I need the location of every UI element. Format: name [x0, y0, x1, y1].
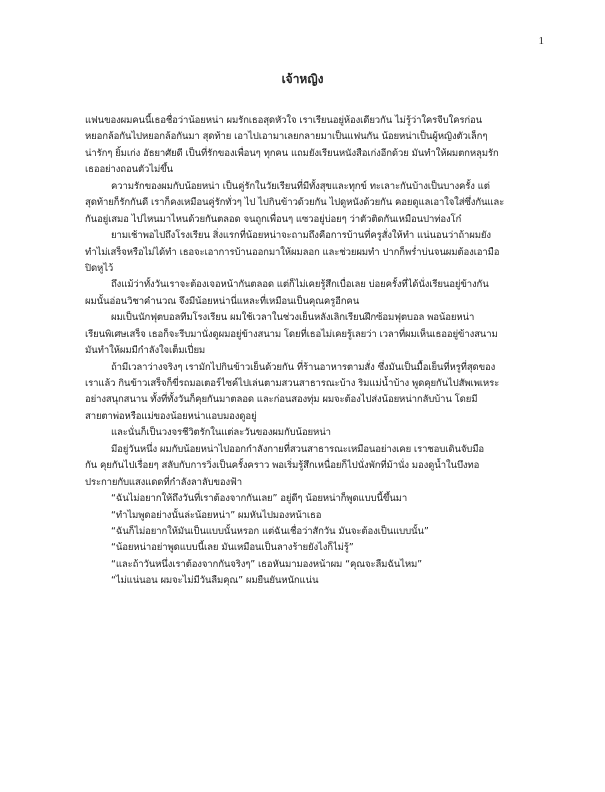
text-line: ถึงแม้ว่าทั้งวันเราจะต้องเจอหน้ากันตลอด แต่ก็ไม่เคยรู้สึกเบื่อเลย บ่อยครั้งที่ได้นั่งเรียนอยู่ข้างกัน	[111, 279, 489, 291]
text-line: น่ารักๆ ยิ้มเก่ง อัธยาศัยดี เป็นที่รักของเพื่อนๆ ทุกคน แถมยังเรียนหนังสือเก่งอีกด้วย มันทำให้ผมตกหลุมรัก	[85, 147, 499, 159]
text-line: และนั่นก็เป็นวงจรชีวิตรักในแต่ละวันของผมกับน้อยหน่า	[111, 427, 331, 439]
text-line: หยอกล้อกันไปหยอกล้อกันมา สุดท้าย เอาไปเอามาเลยกลายมาเป็นแฟนกัน น้อยหน่าเป็นผู้หญิงตัวเล็กๆ	[85, 131, 488, 143]
text-line: มันทำให้ผมมีกำลังใจเต็มเปี่ยม	[85, 345, 206, 357]
text-line: ผมเป็นนักฟุตบอลทีมโรงเรียน ผมใช้เวลาในช่วงเย็นหลังเลิกเรียนฝึกซ้อมฟุตบอล พอน้อยหน่า	[111, 312, 475, 324]
text-line: เราแล้ว กินข้าวเสร็จก็ขี่รถมอเตอร์ไซค์ไปเล่นตามสวนสาธารณะบ้าง ริมแม่น้ำบ้าง พูดคุยกันไปสัพเพเหระ	[85, 378, 500, 389]
text-line: แฟนของผมคนนี้เธอชื่อว่าน้อยหน่า ผมรักเธอสุดหัวใจ เราเรียนอยู่ห้องเดียวกัน ไม่รู้ว่าใครจีบใครก่อน	[85, 115, 483, 126]
text-line: ประกายกับแสงแดดที่กำลังลาลับของฟ้า	[85, 476, 242, 488]
text-line: “ฉันก็ไม่อยากให้มันเป็นแบบนั้นหรอก แต่ฉันเชื่อว่าสักวัน มันจะต้องเป็นแบบนั้น”	[111, 525, 429, 537]
text-line: ยามเช้าพอไปถึงโรงเรียน สิ่งแรกที่น้อยหน่าจะถามถึงคือการบ้านที่ครูสั่งให้ทำ แน่นอนว่าถ้าผมยัง	[111, 230, 491, 242]
text-line: ผมนั้นอ่อนวิชาคำนวณ จึงมีน้อยหน่านี่แหละที่เหมือนเป็นคุณครูอีกคน	[85, 295, 360, 307]
page-number: 1	[538, 35, 544, 47]
text-line: “น้อยหน่าอย่าพูดแบบนี้เลย มันเหมือนเป็นลางร้ายยังไงก็ไม่รู้”	[111, 542, 354, 554]
text-line: “ไม่แน่นอน ผมจะไม่มีวันลืมคุณ” ผมยืนยันหนักแน่น	[111, 575, 319, 587]
text-line: เธออย่างถอนตัวไม่ขึ้น	[85, 164, 173, 176]
text-line: สุดท้ายก็รักกันดี เราก็คงเหมือนคู่รักทั่วๆ ไป ไปกินข้าวด้วยกัน ไปดูหนังด้วยกัน คอยดูแลเอาใจใส่ซึ่งกันและ	[85, 197, 505, 209]
text-line: “ฉันไม่อยากให้ถึงวันที่เราต้องจากกันเลย” อยู่ดีๆ น้อยหน่าก็พูดแบบนี้ขึ้นมา	[111, 493, 408, 505]
document-body	[85, 113, 545, 590]
text-line: กัน คุยกันไปเรื่อยๆ สลับกับการวิ่งเป็นครั้งคราว พอเริ่มรู้สึกเหนื่อยก็ไปนั่งพักที่ม้านั่ง มองดูน้ำในบึงทอ	[85, 460, 480, 472]
text-line: เรียนพิเศษเสร็จ เธอก็จะรีบมานั่งดูผมอยู่ข้างสนาม โดยที่เธอไม่เคยรู้เลยว่า เวลาที่ผมเห็นเธออยู่ข้างสนาม	[85, 328, 498, 340]
text-line: มีอยู่วันหนึ่ง ผมกับน้อยหน่าไปออกกำลังกายที่สวนสาธารณะเหมือนอย่างเคย เราชอบเดินจับมือ	[111, 443, 485, 455]
text-line: สายตาพ่อหรือแม่ของน้อยหน่าแอบมองดูอยู่	[85, 410, 257, 422]
text-line: “และถ้าวันหนึ่งเราต้องจากกันจริงๆ” เธอหันมามองหน้าผม “คุณจะลืมฉันไหม”	[111, 558, 422, 570]
text-line: อย่างสนุกสนาน ทั้งที่ทั้งวันก็คุยกันมาตลอด และก่อนสองทุ่ม ผมจะต้องไปส่งน้อยหน่ากลับบ้าน โดยมี	[85, 394, 478, 406]
text-line: ถ้ามีเวลาว่างจริงๆ เรามักไปกินข้าวเย็นด้วยกัน ที่ร้านอาหารตามสั่ง ซึ่งมันเป็นมื้อเย็นที่หรูที่สุดของ	[111, 361, 496, 373]
text-line: กันอยู่เสมอ ไปไหนมาไหนด้วยกันตลอด จนถูกเพื่อนๆ แซวอยู่บ่อยๆ ว่าตัวติดกันเหมือนปาท่องโก๋	[85, 213, 462, 225]
text-line: ปิดหูไว้	[85, 262, 114, 274]
document-title: เจ้าหญิง	[281, 72, 324, 86]
text-line: “ทำไมพูดอย่างนั้นล่ะน้อยหน่า” ผมหันไปมองหน้าเธอ	[111, 509, 322, 521]
text-line: ความรักของผมกับน้อยหน่า เป็นคู่รักในวัยเรียนที่มีทั้งสุขและทุกข์ ทะเลาะกันบ้างเป็นบางครั้ง แต่	[111, 180, 490, 192]
text-line: ทำไม่เสร็จหรือไม่ได้ทำ เธอจะเอาการบ้านออกมาให้ผมลอก และช่วยผมทำ ปากก็พร่ำบ่นจนผมต้องเอามือ	[85, 246, 500, 258]
